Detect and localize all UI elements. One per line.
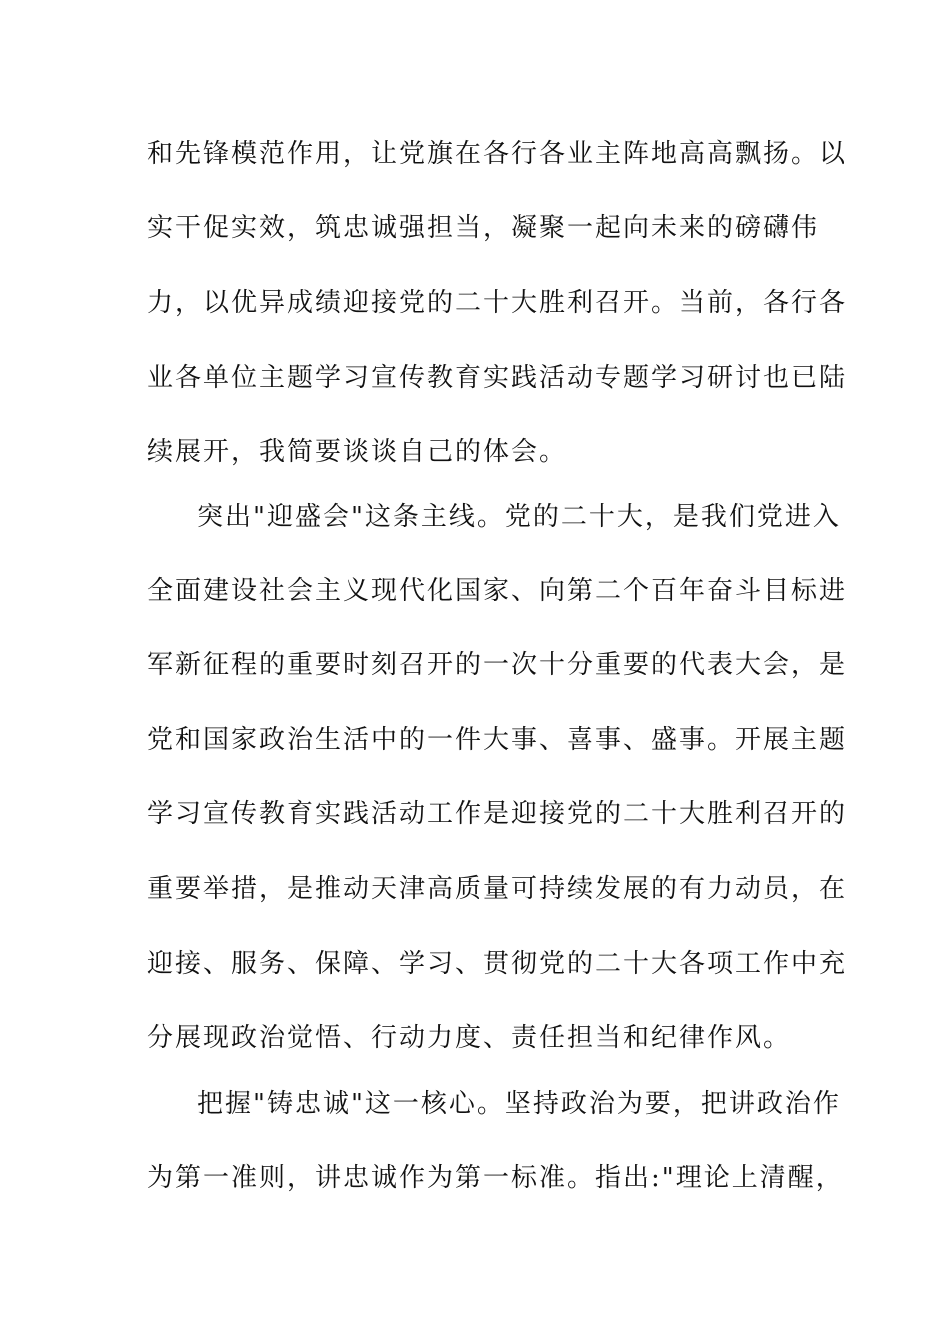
text-line: 学习宣传教育实践活动工作是迎接党的二十大胜利召开的 [147, 799, 848, 829]
text-line: 党和国家政治生活中的一件大事、喜事、盛事。开展主题 [147, 725, 848, 755]
text-line: 分展现政治觉悟、行动力度、责任担当和纪律作风。 [147, 1023, 792, 1053]
text-line: 军新征程的重要时刻召开的一次十分重要的代表大会，是 [147, 650, 848, 680]
text-line: 业各单位主题学习宣传教育实践活动专题学习研讨也已陆 [147, 363, 848, 393]
text-line: 为第一准则，讲忠诚作为第一标准。指出:"理论上清醒， [147, 1163, 844, 1193]
text-line: 力，以优异成绩迎接党的二十大胜利召开。当前，各行各 [147, 288, 848, 318]
paragraph-heading-line: 把握"铸忠诚"这一核心。坚持政治为要，把讲政治作 [197, 1089, 841, 1119]
text-line: 全面建设社会主义现代化国家、向第二个百年奋斗目标进 [147, 576, 848, 606]
text-line: 续展开，我简要谈谈自己的体会。 [147, 437, 568, 467]
text-line: 和先锋模范作用，让党旗在各行各业主阵地高高飘扬。以 [147, 139, 848, 169]
text-line: 迎接、服务、保障、学习、贯彻党的二十大各项工作中充 [147, 949, 848, 979]
text-line: 实干促实效，筑忠诚强担当，凝聚一起向未来的磅礴伟 [147, 213, 820, 243]
text-line: 重要举措，是推动天津高质量可持续发展的有力动员，在 [147, 874, 848, 904]
paragraph-heading-line: 突出"迎盛会"这条主线。党的二十大，是我们党进入 [197, 502, 841, 532]
